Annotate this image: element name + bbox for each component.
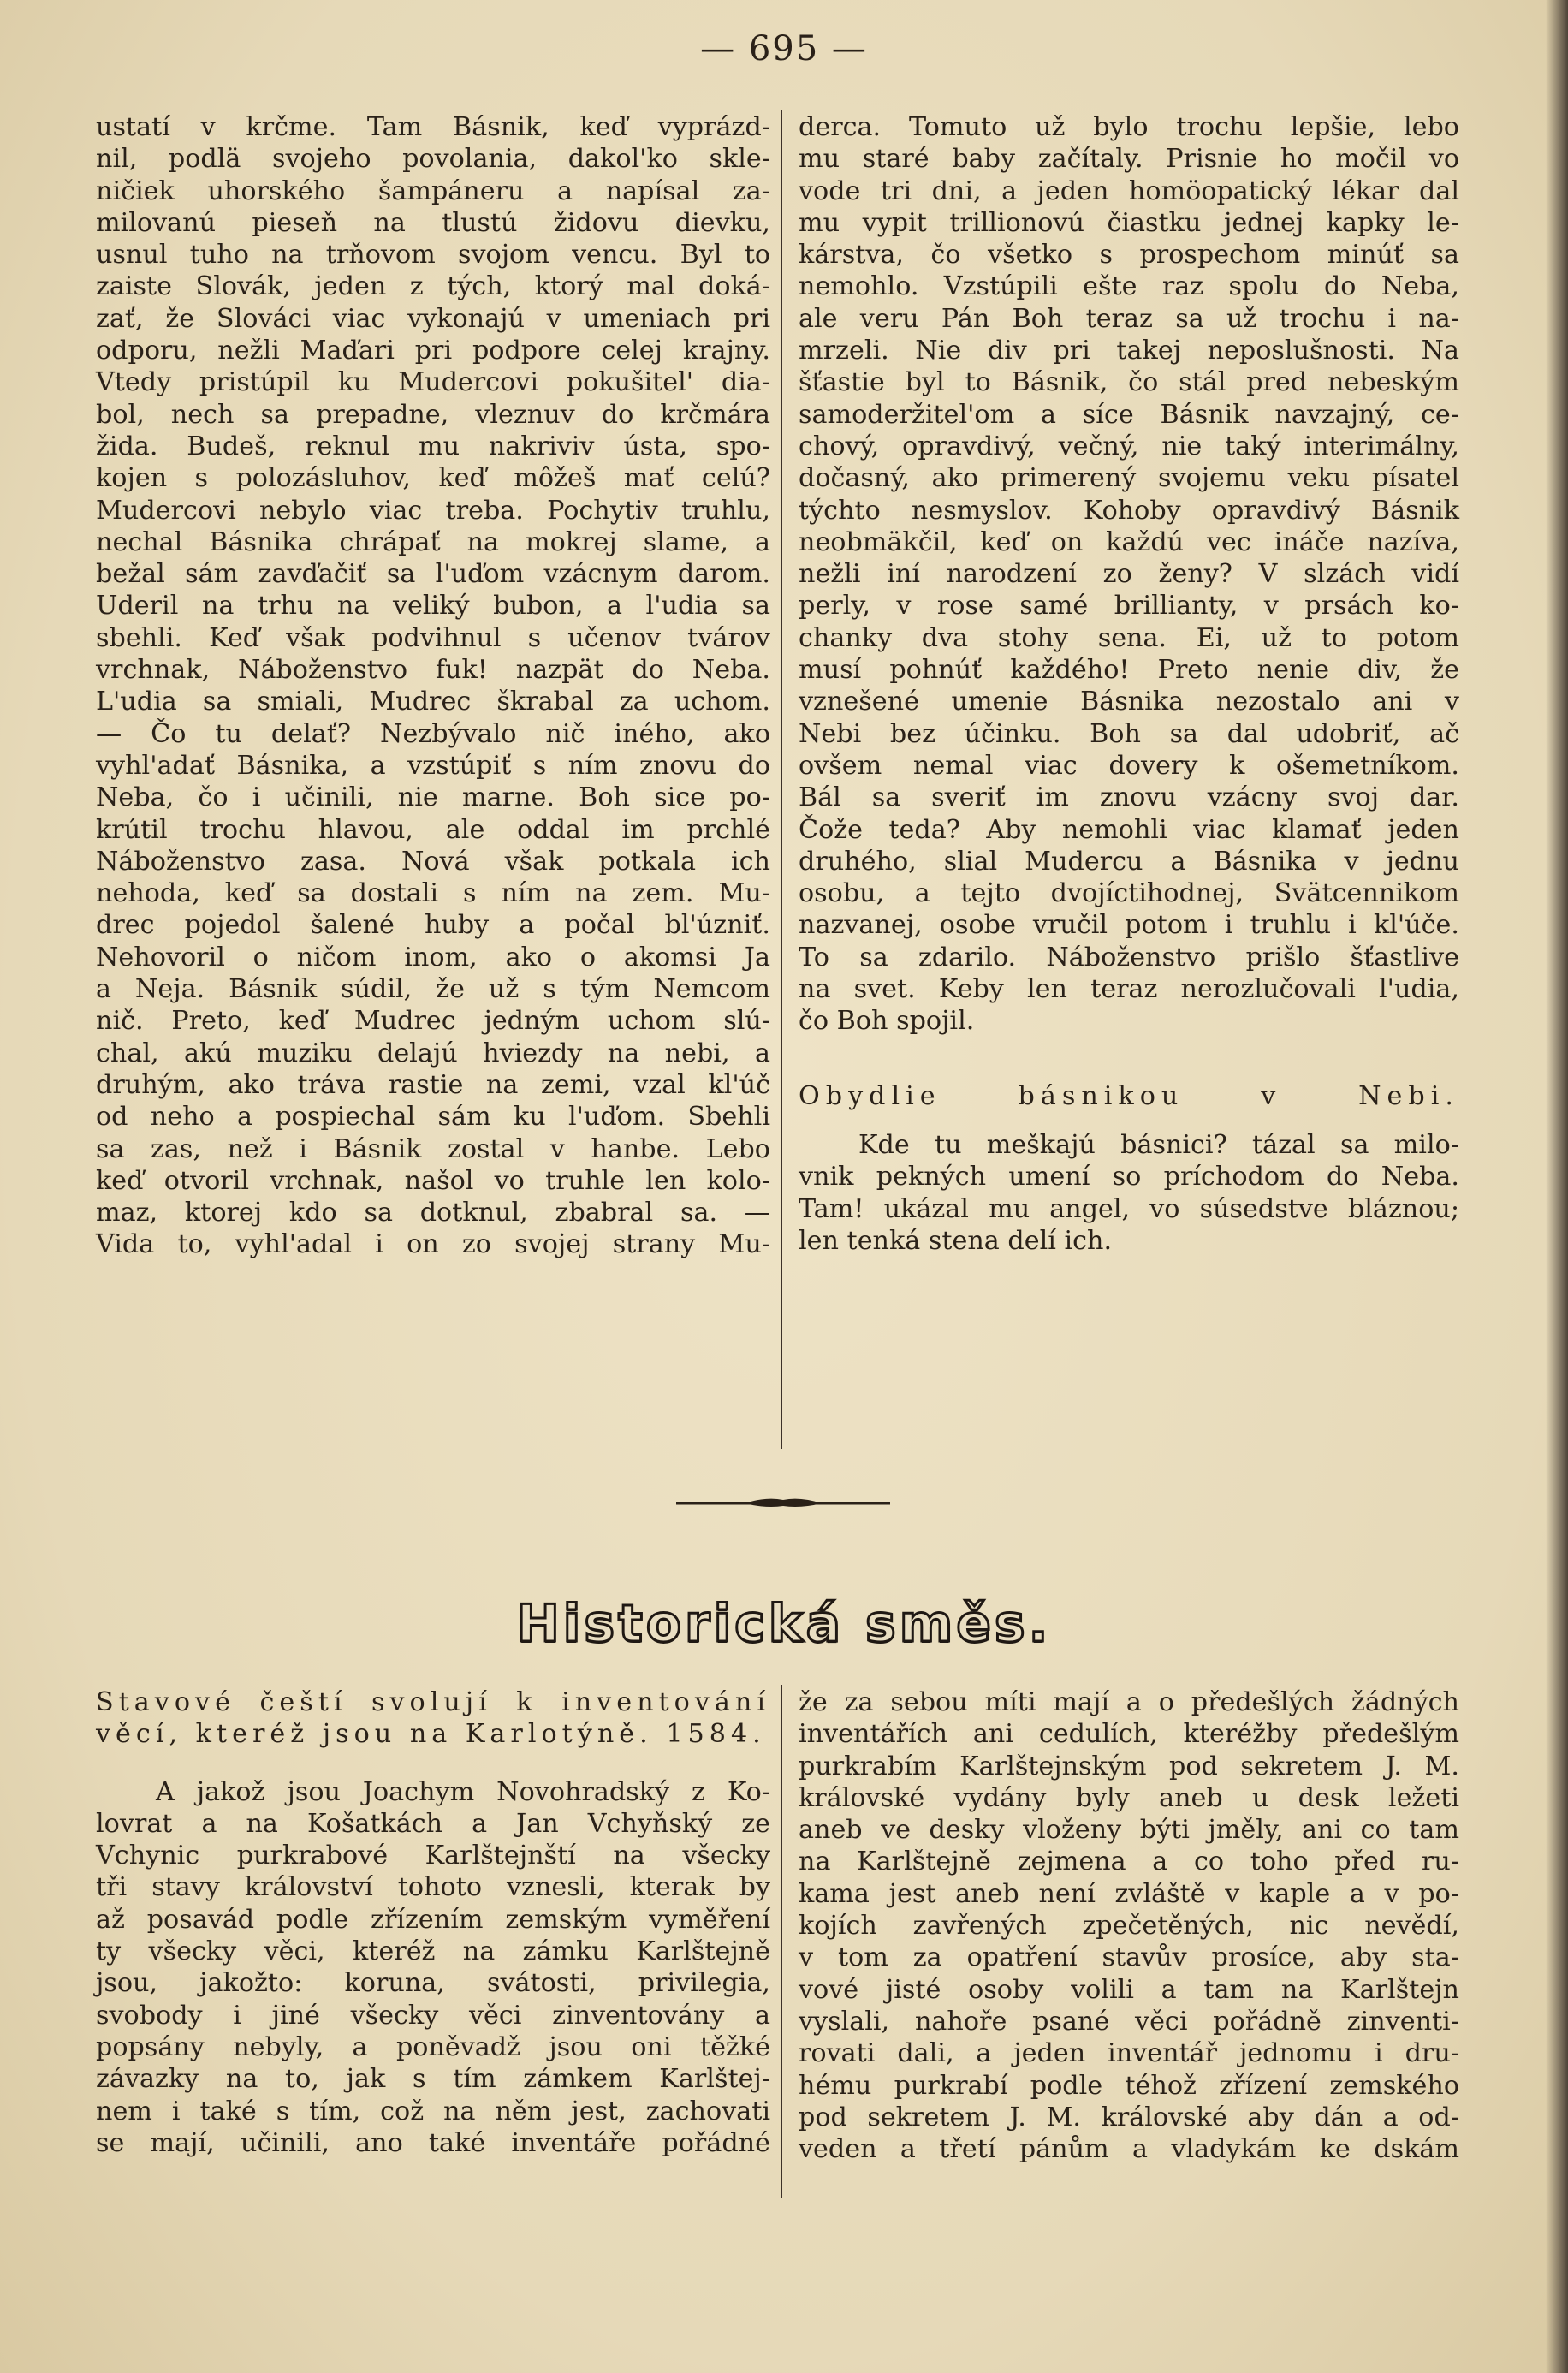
text-line: Čože teda? Aby nemohli viac klamať jeden: [799, 814, 1459, 845]
text-line: sa zas, než i Básnik zostal v hanbe. Lebo: [96, 1133, 770, 1164]
text-line: závazky na to, jak s tím zámkem Karlštej-: [96, 2064, 770, 2095]
text-line: A jakož jsou Joachym Novohradský z Ko-: [156, 1776, 770, 1807]
text-line: žida. Budeš, reknul mu nakriviv ústa, spo-: [96, 431, 770, 461]
top-left-column: [96, 111, 770, 1261]
text-line: Bál sa sveriť im znovu vzácny svoj dar.: [799, 782, 1459, 813]
text-line: Vida to, vyhl'adal i on zo svojej strany Mu-: [96, 1229, 770, 1260]
article-title-line: věcí, kteréž jsou na Karlotýně. 1584.: [96, 1719, 766, 1750]
text-line: nehoda, keď sa dostali s ním na zem. Mu-: [96, 878, 770, 909]
text-line: Nebi bez účinku. Boh sa dal udobriť, ač: [799, 718, 1459, 749]
text-line: vyhl'adať Básnika, a vzstúpiť s ním znovu do: [96, 750, 770, 781]
text-line: nazvanej, osobe vručil potom i truhlu i kl'úče.: [799, 910, 1459, 941]
text-line: len tenká stena delí ich.: [799, 1225, 1113, 1256]
text-line: Tam! ukázal mu angel, vo súsedstve bláznou;: [799, 1193, 1459, 1224]
text-line: pod sekretem J. M. královské aby dán a od-: [799, 2102, 1459, 2132]
text-line: lovrat a na Košatkách a Jan Vchyňský ze: [96, 1808, 770, 1839]
text-line: chanky dva stohy sena. Ei, už to potom: [799, 622, 1459, 653]
text-line: osobu, a tejto dvojíctihodnej, Svätcennikom: [799, 878, 1459, 909]
text-line: Náboženstvo zasa. Nová však potkala ich: [96, 846, 770, 877]
text-line: chal, akú muziku delajú hviezdy na nebi, a: [96, 1038, 770, 1068]
text-line: kojích zavřených zpečetěných, nic nevědí,: [799, 1911, 1459, 1942]
text-line: vode tri dni, a jeden homöopatický lékar dal: [799, 175, 1459, 206]
text-line: ustatí v krčme. Tam Básnik, keď vyprázd-: [96, 112, 770, 142]
page-number: — 695 —: [700, 29, 868, 68]
text-line: Mudercovi nebylo viac treba. Pochytiv truhlu,: [96, 495, 770, 526]
text-line: drec pojedol šalené huby a počal bl'úzniť.: [96, 910, 770, 941]
text-line: aneb ve desky vloženy býti jměly, ani co tam: [799, 1815, 1459, 1846]
bottom-left-text: [96, 1776, 770, 2160]
text-line: Nehovoril o ničom inom, ako o akomsi Ja: [96, 942, 770, 972]
text-line: vznešené umenie Básnika nezostalo ani v: [799, 687, 1459, 717]
article-title-line: Stavové čeští svolují k inventování: [96, 1687, 770, 1717]
text-line: se mají, učinili, ano také inventáře pořádné: [96, 2127, 770, 2158]
text-line: bol, nech sa prepadne, vleznuv do krčmára: [96, 399, 770, 430]
page-edge-shadow: [1546, 0, 1568, 2373]
text-line: vyslali, nahoře psané věci pořádně zinventi-: [799, 2006, 1459, 2037]
text-line: sbehli. Keď však podvihnul s učenov tvárov: [96, 622, 770, 653]
text-line: Kde tu meškajú básnici? tázal sa milo-: [858, 1129, 1459, 1160]
text-line: keď otvoril vrchnak, našol vo truhle len kolo-: [96, 1165, 770, 1196]
text-line: Vchynic purkrabové Karlštejnští na všecky: [96, 1841, 770, 1871]
text-line: mu vypit trillionovú čiastku jednej kapky le-: [799, 207, 1459, 238]
text-line: že za sebou míti mají a o předešlých žádných: [799, 1687, 1459, 1717]
text-line: druhého, slial Mudercu a Básnika v jednu: [799, 846, 1459, 877]
text-line: kárstva, čo všetko s prospechom minúť sa: [799, 240, 1459, 271]
text-line: inventářích ani cedulích, kteréžby předešlým: [799, 1719, 1459, 1750]
text-line: na svet. Keby len teraz nerozlučovali l'udia,: [799, 974, 1459, 1005]
text-line: Vtedy pristúpil ku Mudercovi pokušitel' dia-: [96, 367, 770, 398]
text-line: nechal Básnika chrápať na mokrej slame, a: [96, 526, 770, 557]
top-right-column: [799, 111, 1459, 1257]
text-line: rovati dali, a jeden inventář jednomu i dru-: [799, 2038, 1459, 2069]
text-line: čo Boh spojil.: [799, 1006, 975, 1037]
subheading: Obydlie básnikou v Nebi.: [799, 1080, 1459, 1111]
text-line: zaiste Slovák, jeden z tých, ktorý mal doká-: [96, 271, 770, 302]
text-line: musí pohnúť každého! Preto nenie div, že: [799, 655, 1459, 686]
text-line: a Neja. Básnik súdil, že už s tým Nemcom: [96, 974, 770, 1005]
text-line: chový, opravdivý, večný, nie taký interimálny,: [799, 431, 1459, 461]
text-line: kojen s polozásluhov, keď môžeš mať celú?: [96, 463, 770, 494]
text-line: nil, podlä svojeho povolania, dakol'ko skle-: [96, 144, 770, 175]
column-divider-top: [781, 110, 782, 1449]
text-line: vrchnak, Náboženstvo fuk! nazpät do Neba.: [96, 655, 770, 686]
text-line: v tom za opatření stavův prosíce, aby sta-: [799, 1942, 1459, 1973]
column-divider-bottom: [781, 1685, 782, 2198]
text-line: usnul tuho na trňovom svojom vencu. Byl to: [96, 240, 770, 271]
subsection-text: [799, 1129, 1459, 1257]
bottom-right-column: [799, 1686, 1459, 2165]
text-line: odporu, nežli Maďari pri podpore celej krajny.: [96, 336, 770, 366]
text-line: jsou, jakožto: koruna, svátosti, privilegia,: [96, 1968, 770, 1999]
text-line: popsány nebyly, a poněvadž jsou oni těžké: [96, 2031, 770, 2062]
text-line: mu staré baby začítaly. Prisnie ho močil vo: [799, 144, 1459, 175]
text-line: ničiek uhorského šampáneru a napísal za-: [96, 175, 770, 206]
text-line: ale veru Pán Boh teraz sa už trochu i na-: [799, 303, 1459, 334]
ornament-divider: [676, 1495, 890, 1512]
text-line: zať, že Slováci viac vykonajú v umeniach pri: [96, 303, 770, 334]
bottom-left-column: [96, 1686, 770, 2159]
text-line: druhým, ako tráva rastie na zemi, vzal kl'úč: [96, 1069, 770, 1100]
text-line: bežal sám zavďačiť sa l'uďom vzácnym darom.: [96, 559, 770, 590]
text-line: královské vydány byly aneb u desk ležeti: [799, 1782, 1459, 1813]
text-line: krútil trochu hlavou, ale oddal im prchlé: [96, 814, 770, 845]
section-title: Historická směs.: [516, 1594, 1052, 1654]
text-line: tři stavy království tohoto vznesli, kterak by: [96, 1872, 770, 1903]
text-line: od neho a pospiechal sám ku l'uďom. Sbehli: [96, 1102, 770, 1133]
text-line: milovanú pieseň na tlustú židovu dievku,: [96, 207, 770, 238]
text-line: nežli iní narodzení zo ženy? V slzách vidí: [799, 559, 1459, 590]
text-line: ty všecky věci, kteréž na zámku Karlštejně: [96, 1936, 770, 1967]
text-line: neobmäkčil, keď on každú vec ináče nazíva,: [799, 526, 1459, 557]
text-line: Neba, čo i učinili, nie marne. Boh sice po-: [96, 782, 770, 813]
text-line: samoderžitel'om a síce Básnik navzajný, ce-: [799, 399, 1459, 430]
text-line: na Karlštejně zejmena a co toho před ru-: [799, 1847, 1459, 1877]
text-line: hému purkrabí podle téhož zřízení zemského: [799, 2070, 1459, 2101]
text-line: mrzeli. Nie div pri takej neposlušnosti. Na: [799, 336, 1459, 366]
text-line: šťastie byl to Básnik, čo stál pred nebeským: [799, 367, 1459, 398]
text-line: ovšem nemal viac dovery k ošemetníkom.: [799, 750, 1459, 781]
text-line: Uderil na trhu na veliký bubon, a l'udia sa: [96, 591, 770, 622]
text-line: maz, ktorej kdo sa dotknul, zbabral sa. —: [96, 1198, 770, 1228]
text-line: veden a třetí pánům a vladykám ke dskám: [799, 2134, 1459, 2165]
text-line: dočasný, ako primerený svojemu veku písatel: [799, 463, 1459, 494]
text-line: — Čo tu delať? Nezbývalo nič iného, ako: [96, 718, 770, 749]
text-line: nič. Preto, keď Mudrec jedným uchom slú-: [96, 1006, 770, 1037]
text-line: L'udia sa smiali, Mudrec škrabal za uchom.: [96, 687, 770, 717]
text-line: týchto nesmyslov. Kohoby opravdivý Básnik: [799, 495, 1459, 526]
text-line: perly, v rose samé brillianty, v prsách ko-: [799, 591, 1459, 622]
text-line: nem i také s tím, což na něm jest, zachovati: [96, 2096, 770, 2126]
text-line: nemohlo. Vzstúpili ešte raz spolu do Neba,: [799, 271, 1459, 302]
text-line: až posavád podle zřízením zemským vyměření: [96, 1904, 770, 1935]
text-line: vnik pekných umení so príchodom do Neba.: [799, 1162, 1459, 1192]
text-line: vové jisté osoby volili a tam na Karlštejn: [799, 1974, 1459, 2005]
text-line: To sa zdarilo. Náboženstvo prišlo šťastlive: [799, 942, 1459, 972]
text-line: derca. Tomuto už bylo trochu lepšie, lebo: [799, 112, 1459, 142]
text-line: purkrabím Karlštejnským pod sekretem J. M.: [799, 1751, 1459, 1781]
top-right-text: [799, 111, 1459, 1038]
text-line: kama jest aneb není zvláště v kaple a v po-: [799, 1878, 1459, 1909]
text-line: svobody i jiné všecky věci zinventovány a: [96, 2000, 770, 2031]
